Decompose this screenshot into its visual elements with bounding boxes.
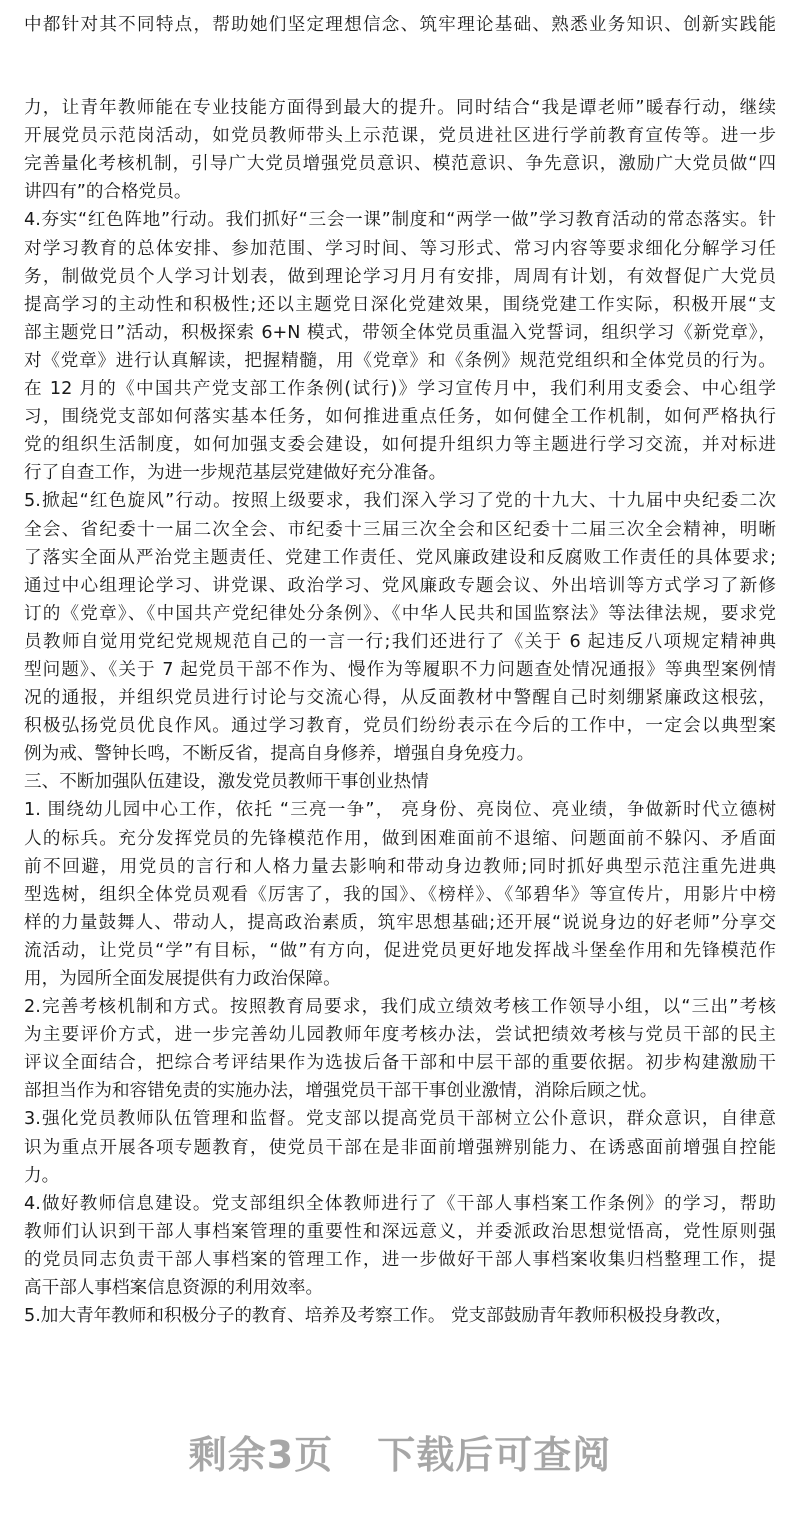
text-line: 识为重点开展各项专题教育，使党员干部在是非面前增强辨别能力、在诱惑面前增强自控能 [24,1137,776,1158]
text-line: 了落实全面从严治党主题责任、党建工作责任、党风廉政建设和反腐败工作责任的具体要求; [24,547,776,568]
text-line: 行了自查工作，为进一步规范基层党建做好充分准备。 [24,463,447,484]
text-line: 4.做好教师信息建设。党支部组织全体教师进行了《干部人事档案工作条例》的学习，帮助 [24,1193,776,1214]
text-line: 全会、省纪委十一届二次全会、市纪委十三届三次全会和区纪委十二届三次全会精神，明晰 [24,519,776,540]
download-prompt[interactable] [0,1424,800,1479]
text-line: 流活动，让党员“学”有目标，“做”有方向，促进党员更好地发挥战斗堡垒作用和先锋模范作 [24,940,776,961]
paragraph [24,768,776,796]
download-to-view-label[interactable]: 下载后可查阅 [377,1433,612,1477]
text-line: 部主题党日”活动，积极探索 6+N 模式，带领全体党员重温入党誓词，组织学习《新党章》， [24,322,776,343]
text-line: 中都针对其不同特点，帮助她们坚定理想信念、筑牢理论基础、熟悉业务知识、创新实践能 [24,15,776,35]
paragraph [24,94,776,206]
text-line: 通过中心组理论学习、讲党课、政治学习、党风廉政专题会议、外出培训等方式学习了新修 [24,575,776,596]
text-line: 提高学习的主动性和积极性;还以主题党日深化党建效果，围绕党建工作实际，积极开展“支 [24,294,776,315]
text-line: 的党员同志负责干部人事档案的管理工作，进一步做好干部人事档案收集归档整理工作，提 [24,1249,776,1270]
text-line: 型问题》、《关于 7 起党员干部不作为、慢作为等履职不力问题查处情况通报》等典型案例情 [24,659,776,680]
text-line: 2.完善考核机制和方式。按照教育局要求，我们成立绩效考核工作领导小组，以“三出”考核 [24,997,776,1018]
text-line: 部担当作为和容错免责的实施办法，增强党员干部干事创业激情，消除后顾之忧。 [24,1081,658,1102]
page-break-gap [24,39,776,94]
paragraph [24,1105,776,1189]
text-line: 教师们认识到干部人事档案管理的重要性和深远意义，并委派政治思想觉悟高，党性原则强 [24,1221,776,1242]
text-line: 为主要评价方式，进一步完善幼儿园教师年度考核办法，尝试把绩效考核与党员干部的民主 [24,1025,776,1046]
text-line: 型选树，组织全体党员观看《厉害了，我的国》、《榜样》、《邹碧华》等宣传片，用影片中榜 [24,884,776,905]
text-line: 对学习教育的总体安排、参加范围、学习时间、等习形式、常习内容等要求细化分解学习任 [24,238,776,259]
text-line: 力，让青年教师能在专业技能方面得到最大的提升。同时结合“我是谭老师”暖春行动，继续 [24,98,776,119]
text-line: 完善量化考核机制，引导广大党员增强党员意识、模范意识、争先意识，激励广大党员做“四 [24,154,776,175]
document-body [24,11,776,1330]
paragraph [24,1190,776,1302]
text-line: 人的标兵。充分发挥党员的先锋模范作用，做到困难面前不退缩、问题面前不躲闪、矛盾面 [24,828,776,849]
paragraph [24,796,776,993]
text-line: 样的力量鼓舞人、带动人，提高政治素质，筑牢思想基础;还开展“说说身边的好老师”分享交 [24,912,776,933]
text-line: 力。 [24,1165,60,1186]
text-line: 员教师自觉用党纪党规规范自己的一言一行;我们还进行了《关于 6 起违反八项规定精神典 [24,631,776,652]
text-line: 党的组织生活制度，如何加强支委会建设，如何提升组织力等主题进行学习交流，并对标进 [24,435,776,456]
remaining-pages-label: 剩余3页 [188,1433,334,1477]
text-line: 习，围绕党支部如何落实基本任务，如何推进重点任务，如何健全工作机制，如何严格执行 [24,407,776,428]
paragraph [24,1302,776,1330]
paragraph [24,11,776,39]
paragraph [24,487,776,768]
paragraph [24,993,776,1105]
text-line: 在 12 月的《中国共产党支部工作条例(试行)》学习宣传月中，我们利用支委会、中心组学 [24,379,776,400]
text-line: 前不回避，用党员的言行和人格力量去影响和带动身边教师;同时抓好典型示范注重先进典 [24,856,776,877]
text-line: 开展党员示范岗活动，如党员教师带头上示范课，党员进社区进行学前教育宣传等。进一步 [24,126,776,147]
text-line: 3.强化党员教师队伍管理和监督。党支部以提高党员干部树立公仆意识，群众意识，自律意 [24,1109,776,1130]
text-line: 4.夯实“红色阵地”行动。我们抓好“三会一课”制度和“两学一做”学习教育活动的常态落实。针 [24,210,776,231]
text-line: 积极弘扬党员优良作风。通过学习教育，党员们纷纷表示在今后的工作中，一定会以典型案 [24,716,776,737]
paragraph [24,206,776,487]
text-line: 用，为园所全面发展提供有力政治保障。 [24,969,341,989]
text-line: 5.掀起“红色旋风”行动。按照上级要求，我们深入学习了党的十九大、十九届中央纪委二次 [24,491,776,512]
text-line: 1. 围绕幼儿园中心工作，依托 “三亮一争”， 亮身份、亮岗位、亮业绩，争做新时代立德树 [24,800,776,821]
text-line: 例为戒、警钟长鸣，不断反省，提高自身修养，增强自身免疫力。 [24,744,535,765]
text-line: 订的《党章》、《中国共产党纪律处分条例》、《中华人民共和国监察法》等法律法规，要求党 [24,603,776,624]
text-line: 5.加大青年教师和积极分子的教育、培养及考察工作。 党支部鼓励青年教师积极投身教改， [24,1306,733,1327]
text-line: 三、不断加强队伍建设，激发党员教师干事创业热情 [24,772,429,793]
text-line: 对《党章》进行认真解读，把握精髓，用《党章》和《条例》规范党组织和全体党员的行为。 [24,350,776,371]
text-line: 评议全面结合，把综合考评结果作为选拔后备干部和中层干部的重要依据。初步构建激励干 [24,1053,776,1074]
text-line: 高干部人事档案信息资源的利用效率。 [24,1278,324,1299]
text-line: 讲四有”的合格党员。 [24,182,192,203]
text-line: 务，制做党员个人学习计划表，做到理论学习月月有安排，周周有计划，有效督促广大党员 [24,266,776,287]
text-line: 况的通报，并组织党员进行讨论与交流心得，从反面教材中警醒自己时刻绷紧廉政这根弦， [24,688,776,709]
